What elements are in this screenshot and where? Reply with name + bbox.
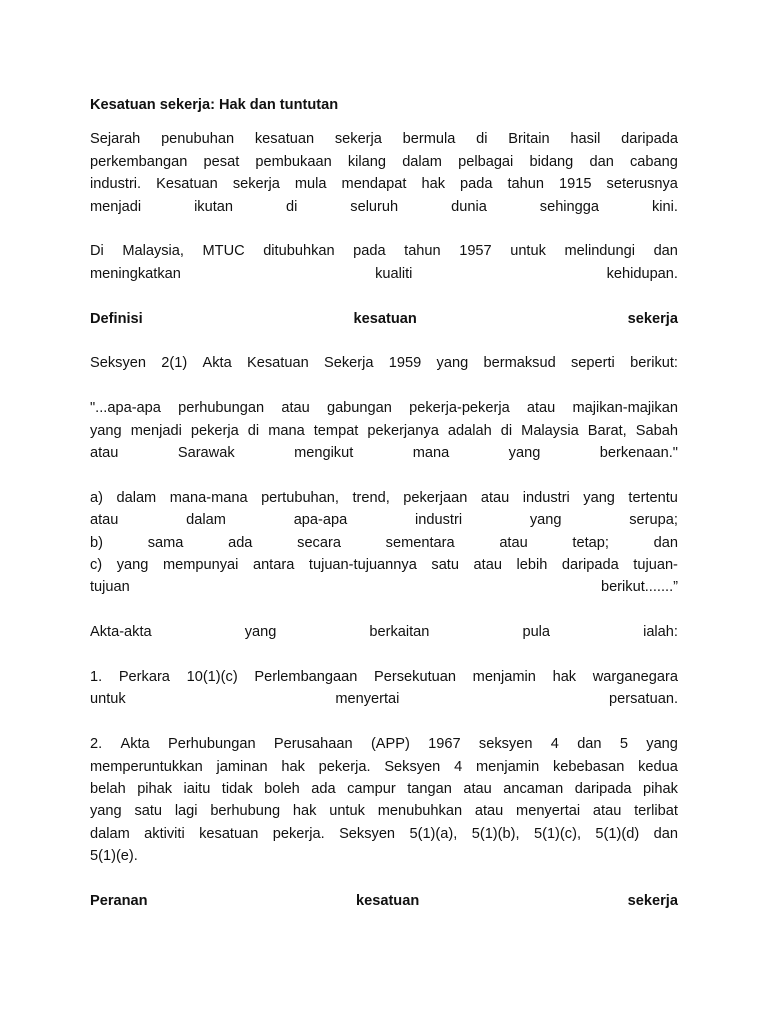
word: untuk [329,803,365,820]
word: 5 [619,736,628,753]
word: industri [415,512,463,529]
word: mendapat [341,176,407,193]
word: berikut.......” [600,579,678,596]
word: Perlembangaan [254,669,358,686]
word: kualiti [375,265,413,282]
word: melindungi [564,243,636,260]
word: kesatuan [355,893,420,910]
paragraph-quote [90,397,678,464]
word: dan [577,736,602,753]
heading-definisi [90,308,678,330]
word: kesatuan [199,825,259,842]
word: Akta [202,355,232,372]
word: pekerjaan [403,489,468,506]
word: pekerja. [318,758,371,775]
word: Persekutuan [374,669,456,686]
text-line [90,733,678,755]
word: Britain [508,131,550,148]
word: atau [474,803,504,820]
word: perhubungan [178,400,265,417]
word: kesatuan [254,131,315,148]
word: kilang [347,153,387,170]
word: Seksyen [339,825,396,842]
word: bermaksud [483,355,556,372]
word: Akta-akta [90,624,152,641]
word: Malaysia, [122,243,184,260]
word: Malaysia [521,422,579,439]
heading-line [90,308,678,330]
word: yang [90,422,122,439]
word: dalam [90,825,130,842]
word: trend, [352,489,390,506]
word: Sabah [635,422,678,439]
word: sama [147,534,184,551]
word: di [285,198,298,215]
word: atau [592,803,622,820]
word: apa-apa [293,512,348,529]
word: sekerja [627,310,678,327]
paragraph-akta [90,621,678,643]
word: yang [508,445,541,462]
word: kebebasan [552,758,625,775]
word: 1. [90,669,103,686]
word: daripada [621,131,678,148]
word: memperuntukkan [90,758,203,775]
word: 5(1)(a), [409,825,458,842]
word: 5(1)(c), [533,825,581,842]
word: atau [480,489,510,506]
word: 1915 [559,176,592,193]
word: kedua [638,758,678,775]
word: cabang [630,153,678,170]
word: tahun [404,243,441,260]
word: aktiviti [144,825,185,842]
word: belah [90,781,126,798]
word: 5(1)(b), [471,825,520,842]
word: dan [653,243,678,260]
word: pembukaan [255,153,332,170]
word: industri [522,489,570,506]
text-line [90,576,678,598]
word: pihak [643,781,678,798]
word: seksyen [478,736,533,753]
text-line [90,823,678,845]
word: ikutan [194,198,234,215]
word: tujuan-tujuannya [308,557,417,574]
word: menjamin [475,758,540,775]
word: di [247,422,260,439]
word: Akta [120,736,150,753]
word: mengikut [294,445,354,462]
word: tujuan- [633,557,678,574]
word: mana [268,422,305,439]
word: Perkara [118,669,170,686]
text-line [90,621,678,643]
word: yang [436,355,469,372]
word: serupa; [629,512,678,529]
word: menjamin [472,669,536,686]
word: lagi [174,803,198,820]
word: menjadi [130,422,182,439]
text-line [90,420,678,442]
word: yang [244,624,277,641]
word: tujuan [90,579,130,596]
word: adalah [447,422,492,439]
word: mana-mana [169,489,248,506]
word: yang [529,512,562,529]
word: yang [116,557,149,574]
word: mempunyai [162,557,239,574]
text-line [90,352,678,374]
word: tetap; [572,534,609,551]
word: yang [90,803,122,820]
word: antara [252,557,295,574]
word: mula [294,176,327,193]
word: ialah: [643,624,678,641]
word: sehingga [539,198,600,215]
heading-peranan [90,890,678,912]
word: "...apa-apa [90,400,161,417]
word: dan [653,534,678,551]
word: kini. [651,198,678,215]
word: (APP) [370,736,410,753]
word: hak [281,758,305,775]
word: sekerja [232,176,280,193]
word: atau [90,445,119,462]
text-line [90,778,678,800]
word: berkaitan [369,624,430,641]
word: Perhubungan [167,736,256,753]
word: 4 [550,736,559,753]
word: boleh [264,781,300,798]
word: 5(1)(d) [595,825,640,842]
paragraph-app [90,733,678,867]
word: di [476,131,488,148]
word: atau [526,400,556,417]
word: b) [90,534,103,551]
word: dalam [186,512,226,529]
word: menjadi [90,198,142,215]
word: 1957 [459,243,492,260]
word: ancaman [503,781,564,798]
text-line [90,397,678,419]
word: kehidupan. [606,265,678,282]
word: dalam [402,153,442,170]
word: berikut: [630,355,678,372]
word: tahun [507,176,545,193]
word: ada [311,781,336,798]
word: Perusahaan [273,736,353,753]
word: untuk [90,691,126,708]
paragraph-history [90,128,678,218]
word: yang [583,489,615,506]
word: untuk [510,243,546,260]
word: 2(1) [161,355,188,372]
word: lebih [516,557,548,574]
text-line [90,151,678,173]
word: 10(1)(c) [186,669,238,686]
word: tertentu [628,489,678,506]
word: Seksyen [384,758,441,775]
word: terlibat [634,803,678,820]
word: hak [552,669,577,686]
word: Sarawak [177,445,235,462]
word: pula [522,624,551,641]
text-line: 5(1)(e). [90,848,138,865]
word: tangan [407,781,452,798]
word: Kesatuan [247,355,309,372]
word: menyertai [335,691,400,708]
word: sekerja [627,893,678,910]
word: satu [134,803,163,820]
heading-line [90,890,678,912]
word: meningkatkan [90,265,181,282]
word: daripada [574,781,632,798]
text-line [90,666,678,688]
text-line [90,263,678,285]
word: daripada [561,557,619,574]
text-line [90,509,678,531]
word: warganegara [592,669,678,686]
word: seperti [571,355,615,372]
word: penubuhan [161,131,235,148]
word: 2. [90,736,103,753]
word: 1959 [388,355,422,372]
word: yang [646,736,678,753]
word: dan [589,153,614,170]
text-line [90,196,678,218]
word: hak [421,176,445,193]
word: jaminan [216,758,268,775]
word: 1967 [428,736,461,753]
word: pihak [137,781,173,798]
word: menubuhkan [377,803,463,820]
word: mana [412,445,450,462]
text-line [90,487,678,509]
text-line [90,756,678,778]
word: menyertai [516,803,581,820]
text-line [90,800,678,822]
paragraph-malaysia [90,240,678,285]
paragraph-seksyen [90,352,678,374]
word: pelbagai [458,153,514,170]
word: seluruh [350,198,399,215]
paragraph-perkara [90,666,678,711]
word: dunia [451,198,487,215]
text-line [90,554,678,576]
word: secara [297,534,341,551]
word: di [500,422,513,439]
word: kesatuan [353,310,417,327]
word: perkembangan [90,153,188,170]
word: bidang [529,153,574,170]
word: c) [90,557,103,574]
word: pertubuhan, [261,489,339,506]
word: Kesatuan [156,176,218,193]
word: majikan-majikan [572,400,678,417]
word: pada [353,243,386,260]
word: Di [90,243,104,260]
word: atau [90,512,119,529]
word: hak [292,803,317,820]
text-line [90,532,678,554]
word: industri. [90,176,142,193]
word: bermula [402,131,456,148]
word: pekerja [190,422,239,439]
text-line [90,442,678,464]
word: tempat [313,422,359,439]
word: hasil [570,131,601,148]
word: Peranan [90,893,148,910]
word: pekerja-pekerja [409,400,510,417]
word: berkenaan." [599,445,678,462]
word: tidak [221,781,253,798]
text-line [90,173,678,195]
word: 4 [454,758,463,775]
word: pekerjanya [367,422,439,439]
word: Definisi [90,310,143,327]
word: Barat, [587,422,627,439]
word: campur [347,781,396,798]
word: iaitu [183,781,211,798]
word: sementara [385,534,455,551]
word: seterusnya [606,176,678,193]
word: pekerja. [272,825,325,842]
word: dalam [116,489,157,506]
word: atau [463,781,492,798]
word: MTUC [202,243,245,260]
text-line [90,240,678,262]
word: dan [653,825,678,842]
text-line [90,688,678,710]
word: atau [281,400,310,417]
word: Sejarah [90,131,141,148]
word: a) [90,489,103,506]
word: Seksyen [90,355,146,372]
word: atau [499,534,528,551]
word: pada [460,176,493,193]
document-title: Kesatuan sekerja: Hak dan tuntutan [90,97,339,113]
word: ditubuhkan [263,243,335,260]
word: sekerja [334,131,382,148]
word: pesat [203,153,240,170]
word: satu [431,557,459,574]
word: berhubung [210,803,281,820]
text-line [90,128,678,150]
word: gabungan [326,400,392,417]
word: persatuan. [609,691,678,708]
paragraph-list-abc [90,487,678,599]
word: ada [228,534,253,551]
word: atau [473,557,502,574]
word: Sekerja [324,355,374,372]
